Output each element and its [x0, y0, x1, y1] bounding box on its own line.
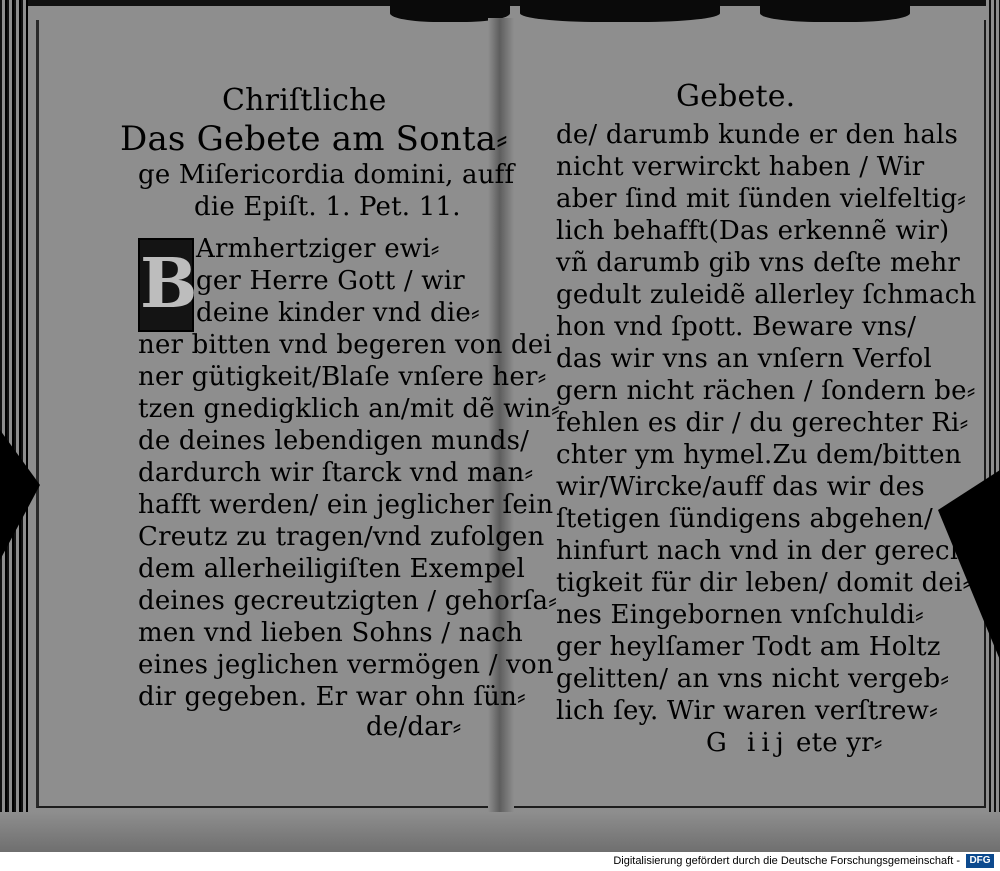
text-line: ger heylſamer Todt am Holtz — [556, 632, 941, 662]
text-line: dir gegeben. Er war ohn ſün⸗ — [138, 682, 526, 712]
text-line: de/ darumb kunde er den hals — [556, 120, 959, 150]
text-line: hafft werden/ ein jeglicher ſein — [138, 490, 554, 520]
dfg-logo-icon: DFG — [966, 854, 994, 868]
text-line: deine kinder vnd die⸗ — [196, 298, 480, 328]
text-line: lich behafft(Das erkennẽ wir) — [556, 216, 950, 246]
text-line: gelitten/ an vns nicht vergeb⸗ — [556, 664, 950, 694]
text-line: Creutz zu tragen/vnd zufolgen — [138, 522, 545, 552]
text-line: hinfurt nach vnd in der gerech — [556, 536, 967, 566]
left-shadow — [0, 430, 40, 560]
left-running-header: Chriſtliche — [222, 83, 387, 118]
prayer-title-line: die Epiſt. 1. Pet. 11. — [194, 192, 461, 222]
text-line: tigkeit für dir leben/ domit dei⸗ — [556, 568, 972, 598]
text-line: ſtetigen ſündigens abgehen/ vñ — [556, 504, 974, 534]
funding-notice: Digitalisierung gefördert durch die Deutsche Forschungsgemeinschaft - — [613, 855, 960, 867]
text-line: wir/Wircke/auff das wir des — [556, 472, 925, 502]
text-line: deines gecreutzigten / gehorſa⸗ — [138, 586, 558, 616]
text-line: de deines lebendigen munds/ — [138, 426, 530, 456]
footer-bar — [0, 852, 1000, 871]
text-line: dardurch wir ſtarck vnd man⸗ — [138, 458, 534, 488]
prayer-title-line: ge Miſericordia domini, auff — [138, 160, 515, 190]
text-line: hon vnd ſpott. Beware vns/ — [556, 312, 917, 342]
signature-mark: G iij — [706, 728, 790, 758]
text-line: dem allerheiligiſten Exempel — [138, 554, 526, 584]
right-book-edge — [986, 0, 1000, 852]
text-line: ner gütigkeit/Blaſe vnſere her⸗ — [138, 362, 547, 392]
left-book-edge — [0, 0, 28, 852]
prayer-title-line: Das Gebete am Sonta⸗ — [120, 119, 508, 159]
decorated-initial: B — [138, 238, 194, 332]
right-running-header: Gebete. — [676, 79, 796, 114]
text-line: lich ſey. Wir waren verſtrew⸗ — [556, 696, 938, 726]
text-line: ger Herre Gott / wir — [196, 266, 465, 296]
text-line: das wir vns an vnſern Verfol — [556, 344, 932, 374]
text-line: nicht verwirckt haben / Wir — [556, 152, 925, 182]
bottom-edge — [0, 812, 1000, 852]
text-line: aber ſind mit ſünden vielfeltig⸗ — [556, 184, 967, 214]
text-line: gedult zuleidẽ allerley ſchmach — [556, 280, 977, 310]
ink-blot — [760, 0, 910, 22]
text-line: de/dar⸗ — [366, 712, 462, 742]
text-line: gern nicht rächen / ſondern be⸗ — [556, 376, 976, 406]
text-line: Armhertziger ewi⸗ — [196, 234, 440, 264]
ink-blot — [520, 0, 720, 22]
text-line: men vnd lieben Sohns / nach — [138, 618, 523, 648]
catchword: ete yr⸗ — [796, 728, 883, 758]
text-line: tzen gnedigklich an/mit dẽ win⸗ — [138, 394, 561, 424]
text-line: ner bitten vnd begeren von dei — [138, 330, 553, 360]
text-line: eines jeglichen vermögen / von — [138, 650, 554, 680]
text-line: nes Eingebornen vnſchuldi⸗ — [556, 600, 924, 630]
text-line: chter ym hymel.Zu dem/bitten — [556, 440, 962, 470]
text-line: vñ darumb gib vns deſte mehr — [556, 248, 961, 278]
text-line: fehlen es dir / du gerechter Ri⸗ — [556, 408, 969, 438]
